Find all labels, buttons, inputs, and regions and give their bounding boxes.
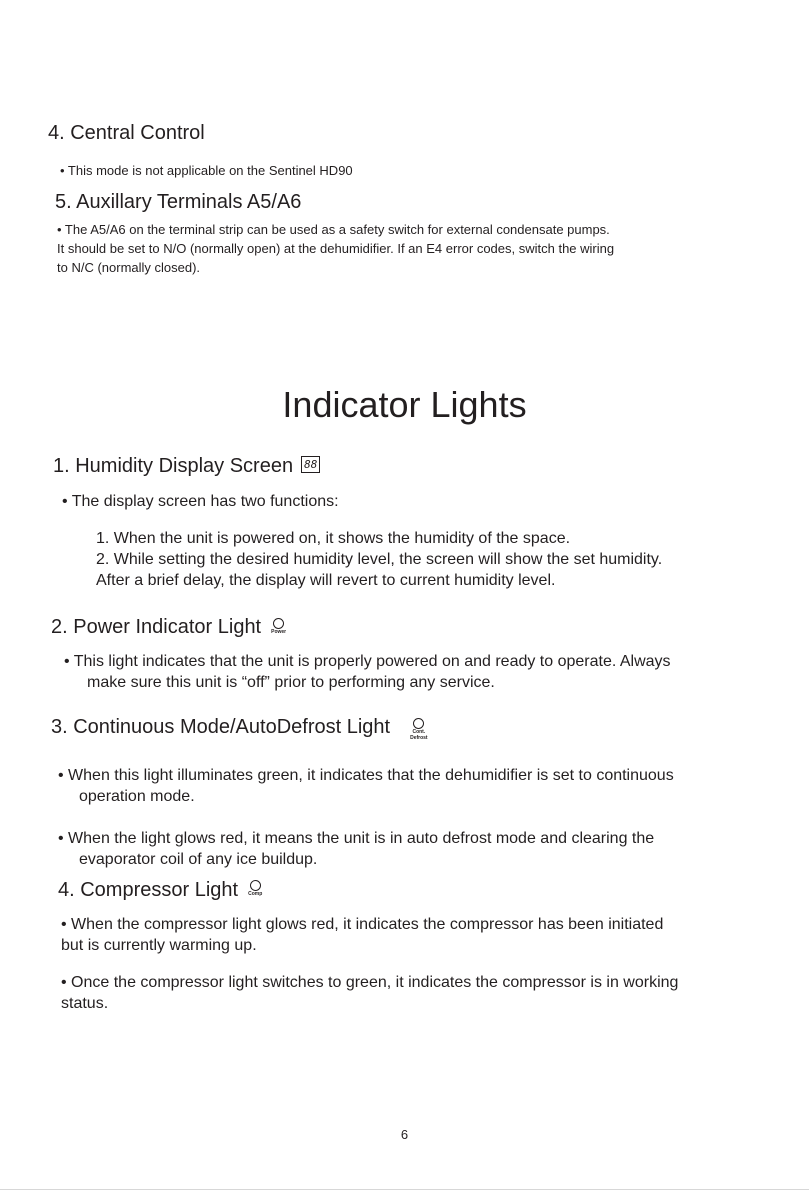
- compressor-light-icon: [248, 880, 262, 897]
- cont-defrost-light-icon: [410, 718, 428, 741]
- power-indicator-heading: [51, 616, 286, 639]
- compressor-bullet-2-line-1: • Once the compressor light switches to green, it indicates the compressor is in working: [61, 974, 679, 991]
- power-line-2: make sure this unit is “off” prior to performing any service.: [87, 674, 495, 691]
- compressor-bullet-1-line-2: but is currently warming up.: [61, 937, 257, 954]
- indicator-lights-title: Indicator Lights: [282, 384, 527, 425]
- humidity-display-heading: [53, 455, 320, 478]
- display-screen-icon: 88: [301, 456, 320, 473]
- defrost-icon-label: Defrost: [410, 734, 428, 741]
- continuous-bullet-2-line-2: evaporator coil of any ice buildup.: [79, 851, 318, 868]
- cont-icon-label: Cont.: [412, 729, 426, 736]
- compressor-bullet-1-line-1: • When the compressor light glows red, it indicates the compressor has been initiated: [61, 916, 664, 933]
- humidity-line-3: After a brief delay, the display will revert to current humidity level.: [96, 572, 556, 589]
- power-line-1: • This light indicates that the unit is properly powered on and ready to operate. Always: [64, 653, 671, 670]
- auxillary-line-3: to N/C (normally closed).: [57, 260, 201, 275]
- auxillary-line-2: It should be set to N/O (normally open) at the dehumidifier. If an E4 error codes, switch the wiring: [57, 241, 615, 256]
- power-indicator-heading-text: 2. Power Indicator Light: [51, 616, 262, 638]
- continuous-bullet-1-line-1: • When this light illuminates green, it indicates that the dehumidifier is set to continuous: [58, 767, 674, 784]
- humidity-bullet: • The display screen has two functions:: [62, 493, 339, 510]
- central-control-heading: 4. Central Control: [48, 122, 205, 144]
- humidity-line-1: 1. When the unit is powered on, it shows the humidity of the space.: [96, 530, 571, 547]
- compressor-light-heading-text: 4. Compressor Light: [58, 879, 239, 901]
- power-icon-label: Power: [271, 629, 287, 636]
- compressor-light-heading: [58, 879, 262, 902]
- humidity-line-2: 2. While setting the desired humidity level, the screen will show the set humidity.: [96, 551, 663, 568]
- page-number: 6: [400, 1127, 409, 1142]
- continuous-mode-heading: [51, 716, 428, 739]
- auxillary-line-1: • The A5/A6 on the terminal strip can be used as a safety switch for external condensate pumps.: [57, 222, 610, 237]
- comp-icon-label: Comp: [248, 891, 263, 898]
- humidity-display-heading-text: 1. Humidity Display Screen: [53, 455, 294, 477]
- compressor-bullet-2-line-2: status.: [61, 995, 109, 1012]
- central-control-note: • This mode is not applicable on the Sentinel HD90: [60, 163, 353, 178]
- continuous-bullet-2-line-1: • When the light glows red, it means the unit is in auto defrost mode and clearing the: [58, 830, 655, 847]
- page-bottom-edge: [0, 1189, 809, 1190]
- auxillary-terminals-heading: 5. Auxillary Terminals A5/A6: [55, 191, 302, 213]
- continuous-mode-heading-text: 3. Continuous Mode/AutoDefrost Light: [51, 716, 391, 738]
- continuous-bullet-1-line-2: operation mode.: [79, 788, 195, 805]
- power-light-icon: [271, 618, 286, 635]
